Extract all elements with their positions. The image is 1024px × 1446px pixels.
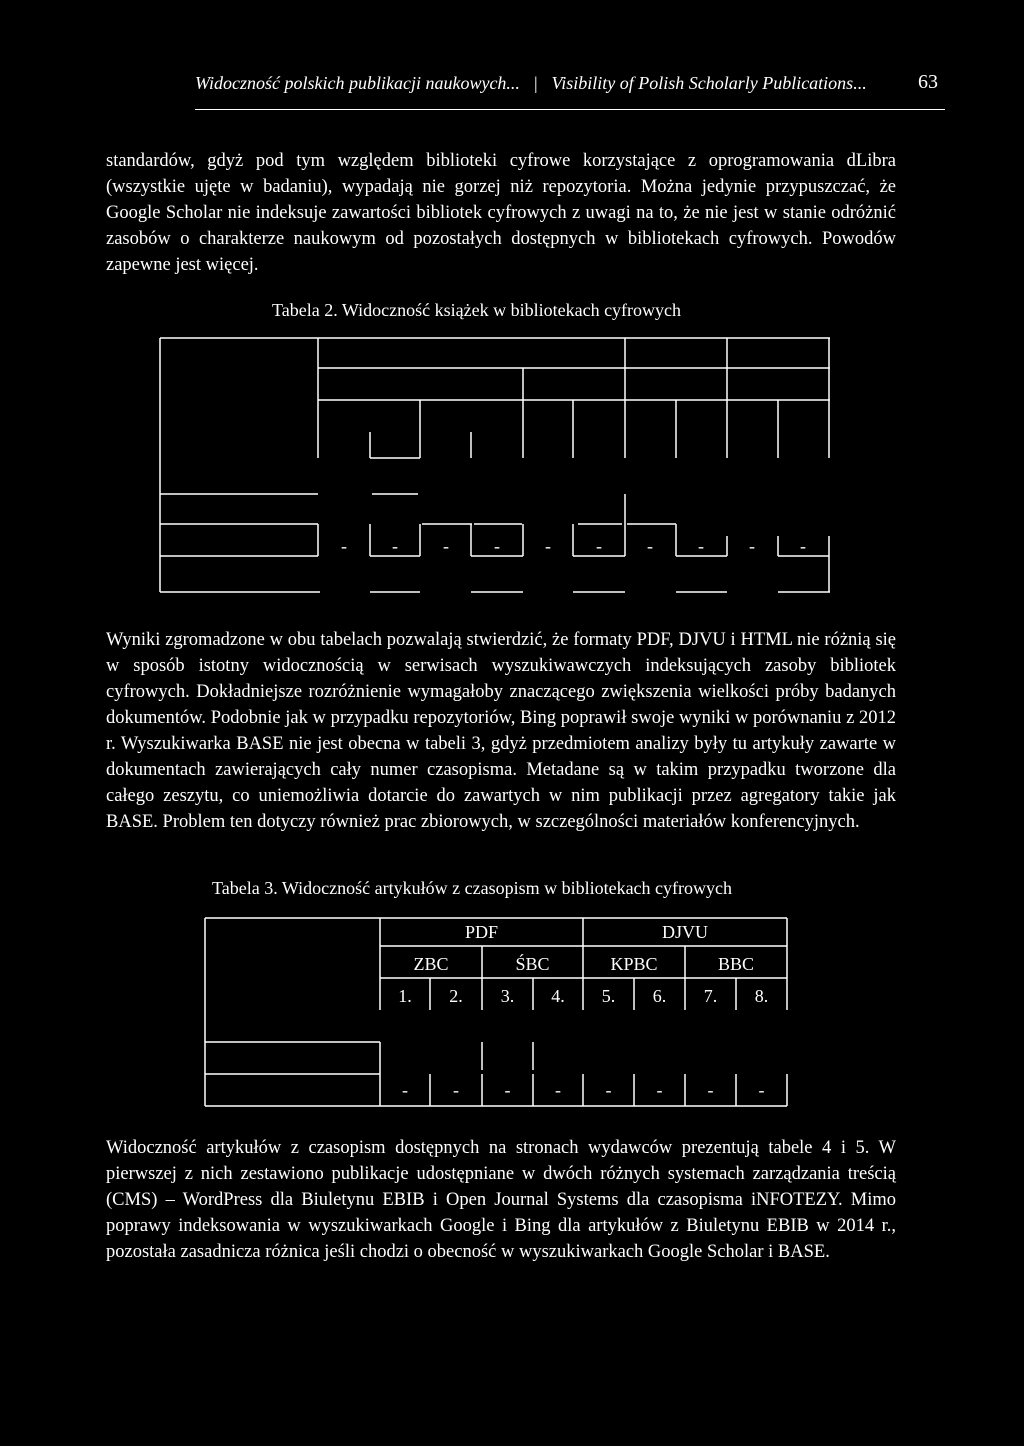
running-head-left: Widoczność polskich publikacji naukowych...	[195, 73, 520, 93]
table-2-dash-cell: -	[698, 536, 704, 556]
paragraph-2: Wyniki zgromadzone w obu tabelach pozwalają stwierdzić, że formaty PDF, DJVU i HTML nie różnią się w sposób istotny widocznością w serwisach wyszukiwawczych indeksujących zasoby bibliotek cyfrowych. Dokładniejsze rozróżnienie wymagałoby znaczącego zwiększenia wielkości próby badanych dokumentów. Podobnie jak w przypadku repozytoriów, Bing poprawił swoje wyniki w porównaniu z 2012 r. Wyszukiwarka BASE nie jest obecna w tabeli 3, gdyż przedmiotem analizy były tu artykuły zawarte w dokumentach zawierających cały numer czasopisma. Metadane są w takim przypadku tworzone dla całego zeszytu, co uniemożliwia dotarcie do zawartych w nim publikacji przez agregatory takie jak BASE. Problem ten dotyczy również prac zbiorowych, w szczególności materiałów konferencyjnych.	[106, 630, 896, 832]
table-3-dash-cell: -	[402, 1080, 408, 1100]
table-3-column-number: 1.	[398, 986, 412, 1006]
table-3-column-number: 5.	[601, 986, 616, 1006]
table-3-library-header: BBC	[717, 954, 755, 974]
table-3-column-number: 4.	[551, 986, 565, 1006]
table-3-dash-cell: -	[504, 1080, 511, 1100]
running-head-separator: |	[533, 73, 538, 93]
table-2-dash-cell: -	[749, 536, 755, 556]
table-3-column-number: 8.	[754, 986, 769, 1006]
table-3-dash-cell: -	[605, 1080, 612, 1100]
table-2-dash-cell: -	[596, 536, 602, 556]
table-2-dash-cell: -	[443, 536, 449, 556]
table-3-format-pdf: PDF	[464, 922, 499, 942]
table-3-column-number: 7.	[703, 986, 718, 1006]
table-3-column-number: 3.	[500, 986, 515, 1006]
page-number: 63	[918, 71, 938, 93]
table-2-dash-cell: -	[545, 536, 551, 556]
table-3-column-number: 6.	[652, 986, 667, 1006]
table-3-caption: Tabela 3. Widoczność artykułów z czasopism w bibliotekach cyfrowych	[212, 878, 733, 898]
table-2-dash-cell: -	[800, 536, 806, 556]
table-2-dash-cell: -	[647, 536, 653, 556]
running-head-right: Visibility of Polish Scholarly Publications...	[551, 73, 867, 93]
table-3-dash-cell: -	[656, 1080, 663, 1100]
table-3-dash-cell: -	[707, 1080, 714, 1100]
table-3-column-number: 2.	[449, 986, 463, 1006]
table-2-dash-cell: -	[392, 536, 398, 556]
table-2-dash-cell: -	[341, 536, 347, 556]
table-3-library-header: ZBC	[413, 954, 449, 974]
table-2-caption: Tabela 2. Widoczność książek w bibliotekach cyfrowych	[272, 300, 682, 320]
table-3-dash-cell: -	[453, 1080, 459, 1100]
table-3-dash-cell: -	[555, 1080, 561, 1100]
table-2-dash-cell: -	[494, 536, 500, 556]
paragraph-1: standardów, gdyż pod tym względem biblioteki cyfrowe korzystające z oprogramowania dLibra (wszystkie ujęte w badaniu), wypadają nie gorzej niż repozytoria. Można jedynie przypuszczać, że Google Scholar nie indeksuje zawartości bibliotek cyfrowych z uwagi na to, że nie jest w stanie odróżnić zasobów o charakterze naukowym od pozostałych dostępnych w bibliotekach cyfrowych. Powodów zapewne jest więcej.	[106, 151, 896, 275]
table-3-format-djvu: DJVU	[661, 922, 708, 942]
table-3-library-header: KPBC	[610, 954, 658, 974]
table-3-library-header: ŚBC	[515, 954, 550, 974]
paragraph-3: Widoczność artykułów z czasopism dostępnych na stronach wydawców prezentują tabele 4 i 5. W pierwszej z nich zestawiono publikacje udostępniane w dwóch różnych systemach zarządzania treścią (CMS) – WordPress dla Biuletynu EBIB i Open Journal Systems dla czasopisma iNFOTEZY. Mimo poprawy indeksowania w wyszukiwarkach Google i Bing dla artykułów z Biuletynu EBIB w 2014 r., pozostała zasadnicza różnica jeśli chodzi o obecność w wyszukiwarkach Google Scholar i BASE.	[106, 1138, 896, 1262]
table-3-dash-cell: -	[758, 1080, 765, 1100]
